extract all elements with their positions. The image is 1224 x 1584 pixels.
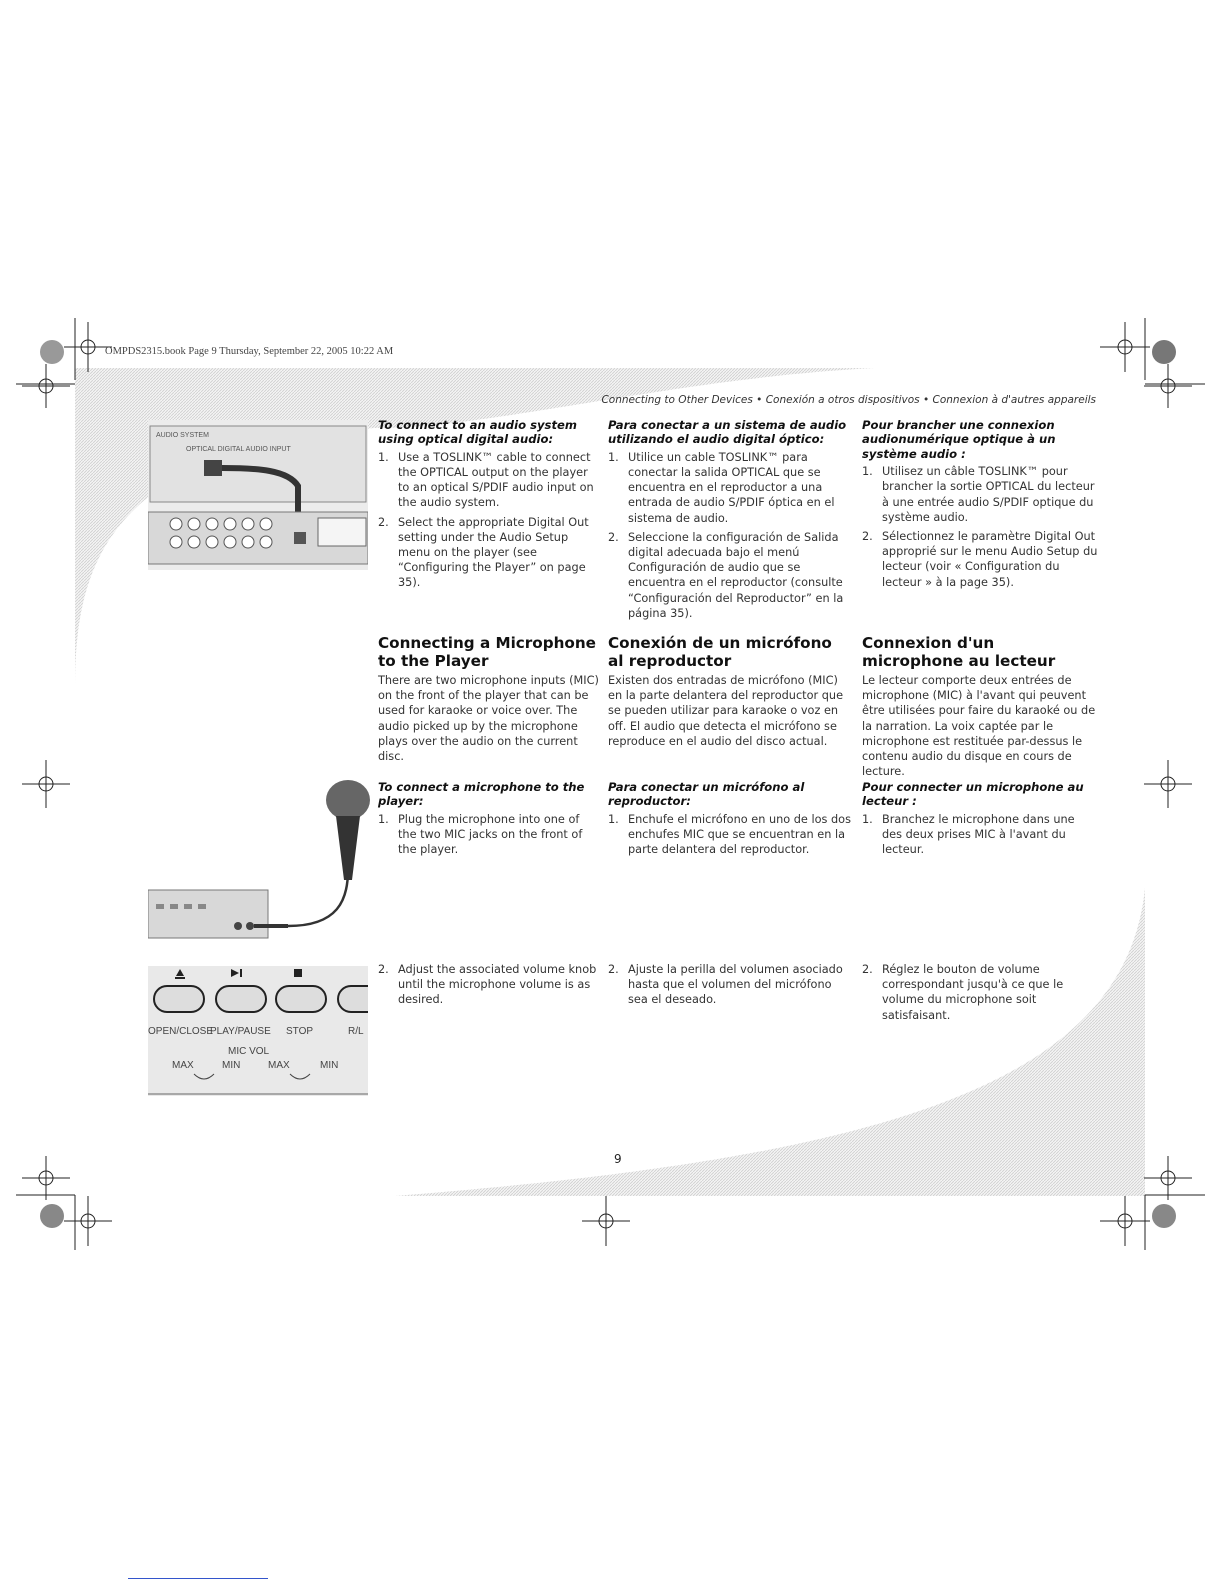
english-optical-heading: To connect to an audio system using optical digital audio: <box>378 418 577 447</box>
list-item <box>608 812 852 858</box>
step-text: Utilisez un câble TOSLINK™ pour brancher la sortie OPTICAL du lecteur à une entrée audio S/PDIF optique du système audio. <box>882 465 1095 524</box>
french-optical-section <box>862 418 1098 594</box>
french-mic-heading: Connexion d'un microphone au lecteur <box>862 634 1056 670</box>
english-mic-steps <box>378 812 600 858</box>
page-number: 9 <box>614 1152 622 1166</box>
french-optical-steps <box>862 464 1098 590</box>
english-mic-section <box>378 634 600 764</box>
step-number: 2. <box>608 963 619 976</box>
step-number: 2. <box>608 530 619 544</box>
list-item <box>862 962 1082 1023</box>
microphone-illustration <box>148 780 370 940</box>
step-number: 1. <box>608 450 619 464</box>
audio-system-label: AUDIO SYSTEM <box>156 432 209 439</box>
spanish-mic-steps <box>608 812 852 858</box>
optical-connection-illustration <box>148 420 368 570</box>
step-text: Enchufe el micrófono en uno de los dos enchufes MIC que se encuentran en la parte delantera del reproductor. <box>628 812 851 857</box>
french-mic-intro: Le lecteur comporte deux entrées de microphone (MIC) à l'avant qui peuvent être utilisées pour faire du karaoké ou de la narration. La voix captée par le microphone est restituée par-dessus le contenu audio du disque en cours de lecture. <box>862 674 1096 779</box>
spanish-mic-steps-section <box>608 780 852 861</box>
spanish-optical-section <box>608 418 852 625</box>
step-text: Select the appropriate Digital Out setting under the Audio Setup menu on the player (see “Configuring the Player” on page 35). <box>398 515 589 590</box>
french-mic-step2 <box>862 962 1082 1027</box>
step-number: 2. <box>862 963 873 976</box>
list-item <box>862 464 1098 525</box>
min-label-1: MIN <box>222 1060 241 1071</box>
max-label-2: MAX <box>268 1060 290 1071</box>
front-panel-illustration <box>148 966 368 1096</box>
mic-vol-label: MIC VOL <box>228 1046 270 1057</box>
list-item <box>862 529 1098 590</box>
step-number: 1. <box>378 812 389 826</box>
french-mic-section <box>862 634 1098 779</box>
step-number: 2. <box>862 530 873 544</box>
step-number: 2. <box>378 515 389 529</box>
step-text: Use a TOSLINK™ cable to connect the OPTICAL output on the player to an optical S/PDIF audio input on the audio system. <box>398 450 594 510</box>
english-mic-steps-cont <box>378 962 600 1008</box>
rl-label: R/L <box>348 1026 364 1037</box>
french-mic-steps-section <box>862 780 1098 861</box>
step-text: Ajuste la perilla del volumen asociado hasta que el volumen del micrófono sea el deseado. <box>628 963 843 1007</box>
list-item <box>608 450 852 526</box>
english-mic-heading: Connecting a Microphone to the Player <box>378 634 596 670</box>
step-number: 1. <box>608 812 619 826</box>
open-close-label: OPEN/CLOSE <box>148 1026 214 1037</box>
french-optical-heading: Pour brancher une connexion audionumérique optique à un système audio : <box>862 418 1056 461</box>
step-text: Adjust the associated volume knob until the microphone volume is as desired. <box>398 963 597 1007</box>
step-text: Sélectionnez le paramètre Digital Out approprié sur le menu Audio Setup du lecteur (voir « Configuration du lecteur » à la page 35). <box>882 530 1098 589</box>
list-item <box>608 530 852 621</box>
french-mic-steps <box>862 812 1098 858</box>
step-number: 1. <box>862 465 873 479</box>
bottom-rule <box>128 1578 268 1579</box>
step-text: Réglez le bouton de volume correspondant jusqu'à ce que le volume du microphone soit satisfaisant. <box>882 963 1064 1022</box>
step-number: 1. <box>378 450 389 464</box>
english-mic-subheading: To connect a microphone to the player: <box>378 780 585 809</box>
english-mic-steps-section <box>378 780 600 861</box>
spanish-mic-section <box>608 634 852 749</box>
min-label-2: MIN <box>320 1060 339 1071</box>
list-item <box>378 812 600 858</box>
spanish-optical-steps <box>608 450 852 621</box>
stop-label: STOP <box>286 1026 314 1037</box>
play-pause-label: PLAY/PAUSE <box>210 1026 271 1037</box>
print-info: OMPDS2315.book Page 9 Thursday, September 22, 2005 10:22 AM <box>105 346 394 357</box>
spanish-optical-heading: Para conectar a un sistema de audio utilizando el audio digital óptico: <box>608 418 847 447</box>
spanish-mic-steps-cont <box>608 962 852 1008</box>
french-mic-subheading: Pour connecter un microphone au lecteur : <box>862 780 1084 809</box>
step-text: Branchez le microphone dans une des deux prises MIC à l'avant du lecteur. <box>882 812 1075 857</box>
list-item <box>378 962 600 1008</box>
english-mic-intro: There are two microphone inputs (MIC) on the front of the player that can be used for karaoke or voice over. The audio picked up by the microphone plays over the audio on the current disc. <box>378 674 599 764</box>
french-mic-steps-cont <box>862 962 1082 1023</box>
step-text: Seleccione la configuración de Salida digital adecuada bajo el menú Configuración de audio que se encuentra en el reproductor (consulte “Configuración del Reproductor” en la página 35). <box>628 530 844 620</box>
optical-input-label: OPTICAL DIGITAL AUDIO INPUT <box>186 446 291 453</box>
spanish-mic-subheading: Para conectar un micrófono al reproductor: <box>608 780 805 809</box>
spanish-mic-intro: Existen dos entradas de micrófono (MIC) en la parte delantera del reproductor que se pueden utilizar para karaoke o voz en off. El audio que detecta el micrófono se reproduce en el audio del disco actual. <box>608 674 844 748</box>
max-label-1: MAX <box>172 1060 194 1071</box>
step-text: Plug the microphone into one of the two MIC jacks on the front of the player. <box>398 812 583 857</box>
step-number: 1. <box>862 812 873 826</box>
english-mic-step2 <box>378 962 600 1012</box>
spanish-mic-step2 <box>608 962 852 1012</box>
english-optical-steps <box>378 450 600 591</box>
step-text: Utilice un cable TOSLINK™ para conectar la salida OPTICAL que se encuentra en el reproductor a una entrada de audio S/PDIF óptica en el sistema de audio. <box>628 450 835 525</box>
english-optical-section <box>378 418 600 595</box>
list-item <box>862 812 1098 858</box>
list-item <box>378 450 600 511</box>
step-number: 2. <box>378 963 389 976</box>
list-item <box>608 962 852 1008</box>
list-item <box>378 515 600 591</box>
running-header: Connecting to Other Devices • Conexión a otros dispositivos • Connexion à d'autres appareils <box>601 394 1096 406</box>
spanish-mic-heading: Conexión de un micrófono al reproductor <box>608 634 832 670</box>
